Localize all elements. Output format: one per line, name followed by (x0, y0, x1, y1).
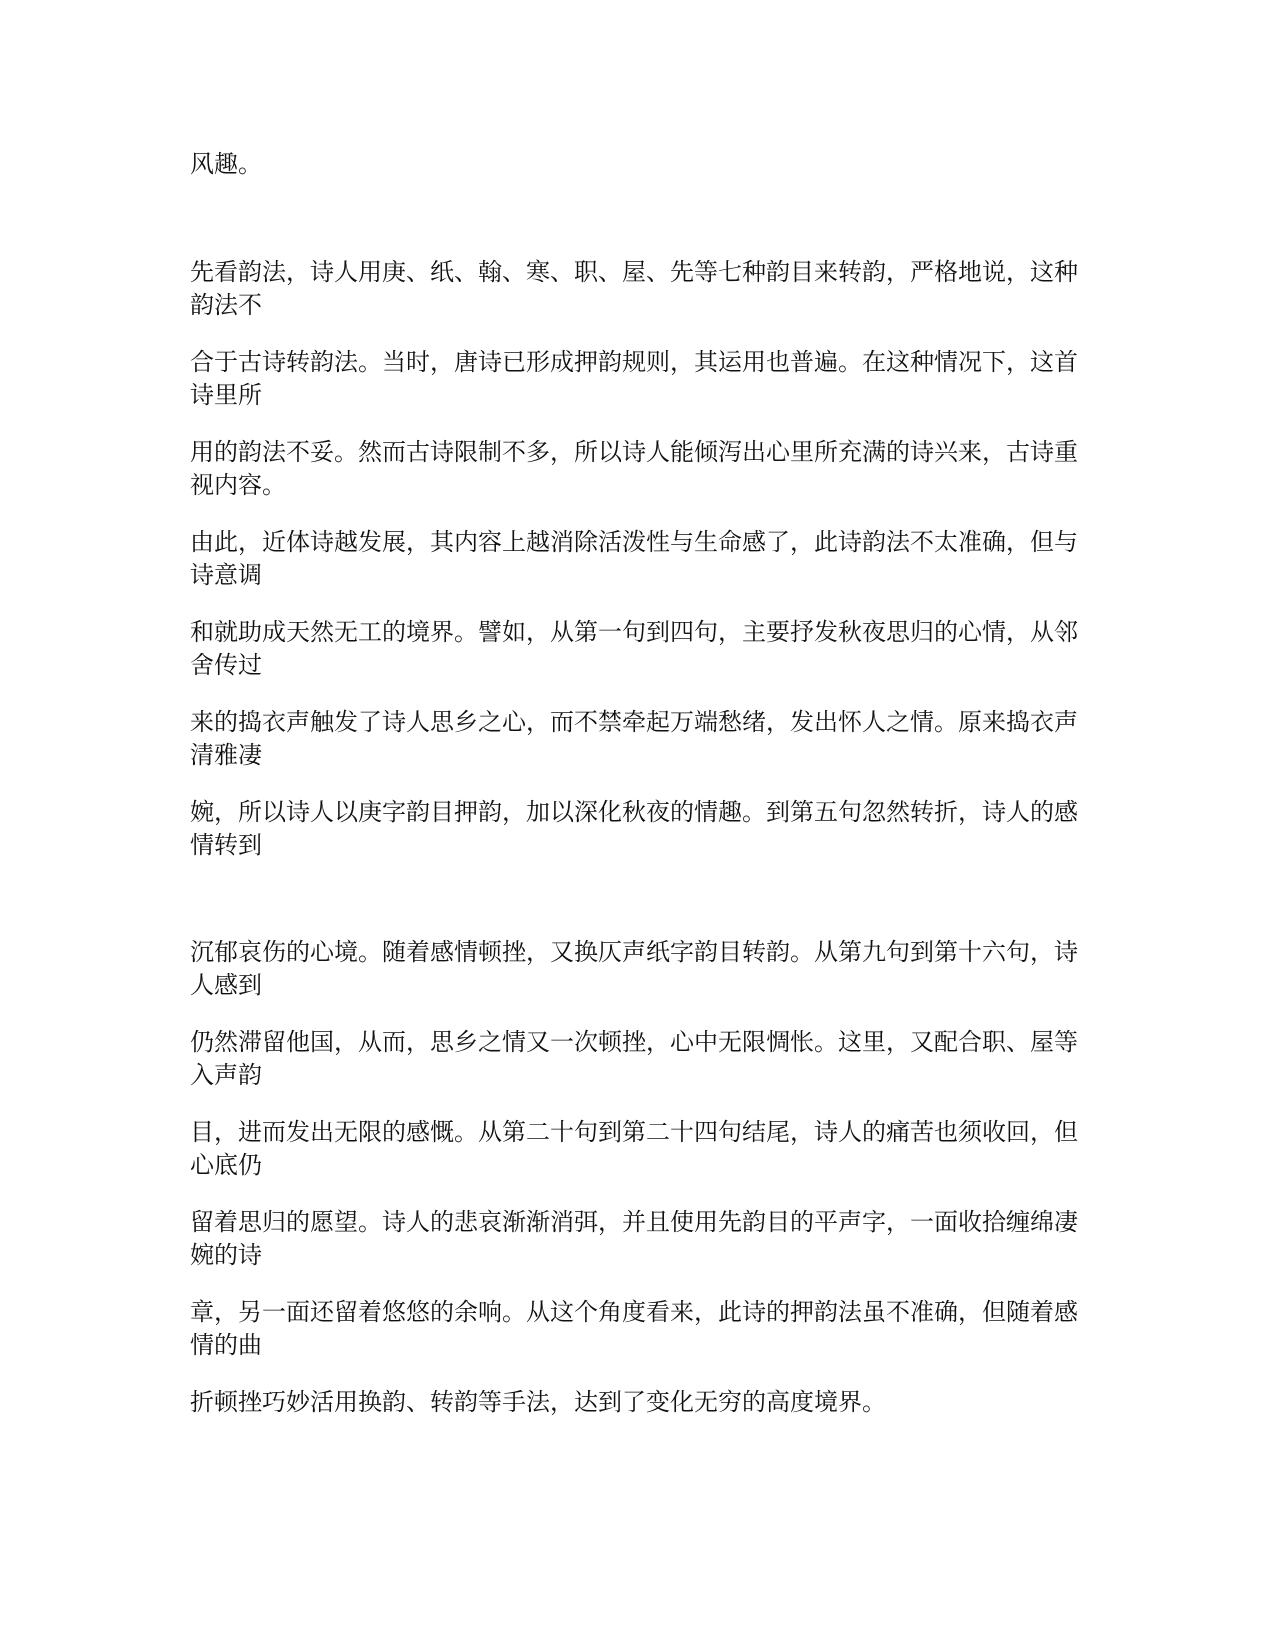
paragraph-1: 风趣。 (190, 150, 262, 178)
paragraph-4: 用的韵法不妥。然而古诗限制不多，所以诗人能倾泻出心里所充满的诗兴来，古诗重视内容。 (190, 438, 1078, 499)
paragraph-6: 和就助成天然无工的境界。譬如，从第一句到四句，主要抒发秋夜思归的心情，从邻舍传过 (190, 618, 1078, 679)
paragraph-3: 合于古诗转韵法。当时，唐诗已形成押韵规则，其运用也普遍。在这种情况下，这首诗里所 (190, 348, 1078, 409)
paragraph-2: 先看韵法，诗人用庚、纸、翰、寒、职、屋、先等七种韵目来转韵，严格地说，这种韵法不 (190, 258, 1078, 319)
paragraph-14: 折顿挫巧妙活用换韵、转韵等手法，达到了变化无穷的高度境界。 (190, 1388, 886, 1416)
paragraph-8: 婉，所以诗人以庚字韵目押韵，加以深化秋夜的情趣。到第五句忽然转折，诗人的感情转到 (190, 798, 1078, 859)
paragraph-13: 章，另一面还留着悠悠的余响。从这个角度看来，此诗的押韵法虽不准确，但随着感情的曲 (190, 1298, 1078, 1359)
paragraph-11: 目，进而发出无限的感慨。从第二十句到第二十四句结尾，诗人的痛苦也须收回，但心底仍 (190, 1118, 1078, 1179)
paragraph-9: 沉郁哀伤的心境。随着感情顿挫，又换仄声纸字韵目转韵。从第九句到第十六句，诗人感到 (190, 938, 1078, 999)
paragraph-7: 来的捣衣声触发了诗人思乡之心，而不禁牵起万端愁绪，发出怀人之情。原来捣衣声清雅凄 (190, 708, 1078, 769)
paragraph-5: 由此，近体诗越发展，其内容上越消除活泼性与生命感了，此诗韵法不太准确，但与诗意调 (190, 528, 1078, 589)
paragraph-12: 留着思归的愿望。诗人的悲哀渐渐消弭，并且使用先韵目的平声字，一面收拾缠绵凄婉的诗 (190, 1208, 1078, 1269)
paragraph-10: 仍然滞留他国，从而，思乡之情又一次顿挫，心中无限惆怅。这里，又配合职、屋等入声韵 (190, 1028, 1078, 1089)
